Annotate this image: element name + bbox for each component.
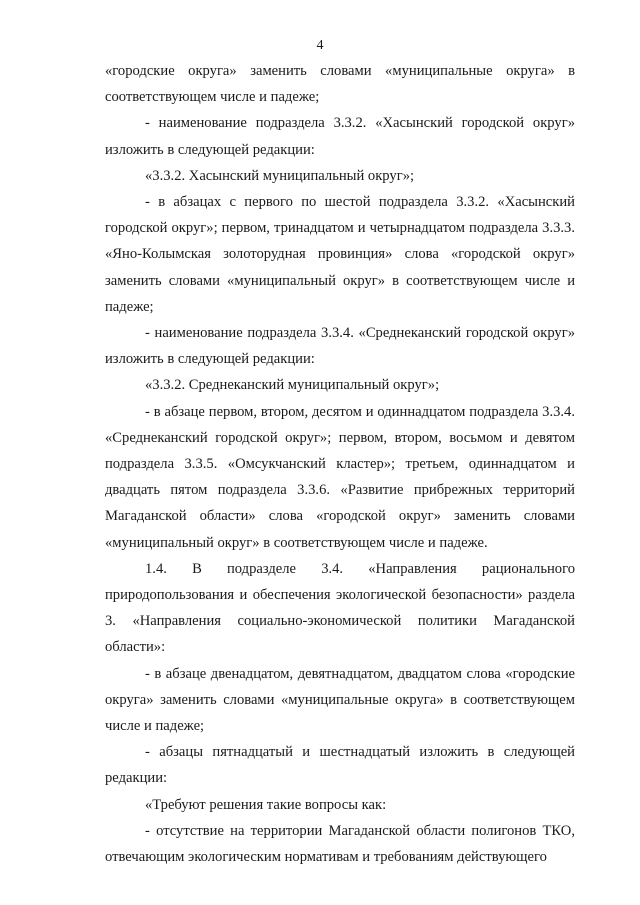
paragraph: 1.4. В подразделе 3.4. «Направления рационального природопользования и обеспечения экологической безопасности» раздела 3. «Направления социально-экономической политики Магаданской области»: [105, 560, 575, 656]
paragraph: - в абзаце двенадцатом, девятнадцатом, двадцатом слова «городские округа» заменить словами «муниципальные округа» в соответствующем числе и падеже; [105, 665, 575, 735]
page-number: 4 [316, 38, 324, 53]
paragraph: - наименование подраздела 3.3.2. «Хасынский городской округ» изложить в следующей редакции: [105, 115, 575, 158]
paragraph: - в абзаце первом, втором, десятом и одиннадцатом подраздела 3.3.4. «Среднеканский городской округ»; первом, втором, восьмом и девятом подраздела 3.3.5. «Омсукчанский кластер»; третьем, одиннадцатом и двадцать пятом подраздела 3.3.6. «Развитие прибрежных территорий Магаданской области» слова «городской округ» заменить словами «муниципальный округ» в соответствующем числе и падеже. [105, 403, 575, 551]
paragraph: - отсутствие на территории Магаданской области полигонов ТКО, отвечающим экологическим нормативам и требованиям действующего [105, 822, 575, 866]
paragraph: «3.3.2. Среднеканский муниципальный округ»; [145, 377, 440, 394]
paragraph: «городские округа» заменить словами «муниципальные округа» в соответствующем числе и падеже; [105, 63, 575, 106]
paragraph: «3.3.2. Хасынский муниципальный округ»; [145, 167, 415, 184]
document-body [105, 58, 575, 870]
paragraph: - в абзацах с первого по шестой подраздела 3.3.2. «Хасынский городской округ»; первом, тринадцатом и четырнадцатом подраздела 3.3.3. «Яно-Колымская золоторудная провинция» слова «городской округ» заменить словами «муниципальный округ» в соответствующем числе и падеже; [105, 194, 575, 315]
paragraph: - абзацы пятнадцатый и шестнадцатый изложить в следующей редакции: [105, 744, 575, 787]
paragraph: «Требуют решения такие вопросы как: [145, 796, 387, 813]
paragraph: - наименование подраздела 3.3.4. «Среднеканский городской округ» изложить в следующей редакции: [105, 325, 575, 368]
